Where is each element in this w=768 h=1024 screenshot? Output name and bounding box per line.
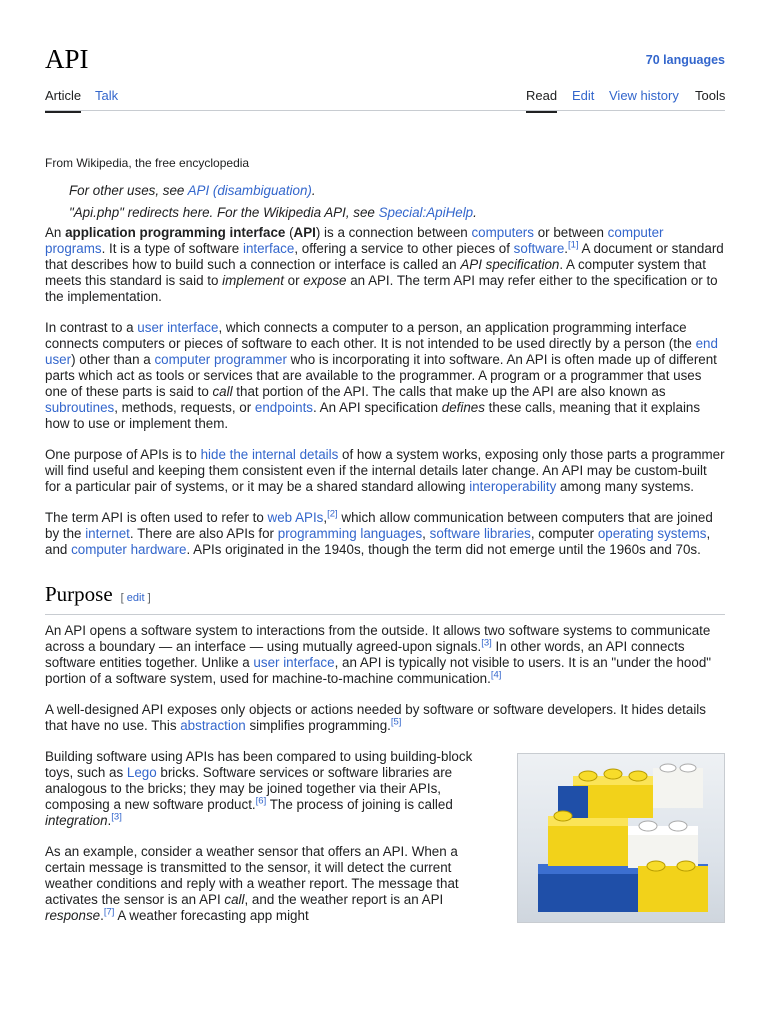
link-computer-programmer[interactable]: computer programmer	[154, 352, 287, 367]
purpose-paragraph-1: An API opens a software system to interactions from the outside. It allows two software systems to communicate across a boundary — an interface — using mutually agreed-upon signals.[3] In other words, an API connects software entities together. Unlike a user interface, an API is typically not visible to users. It is an "under the hood" portion of a software system, used for machine-to-machine communication.[4]	[45, 623, 712, 686]
apihelp-link[interactable]: Special:ApiHelp	[378, 205, 474, 220]
edit-purpose-link[interactable]: edit	[126, 592, 145, 604]
link-programming-languages[interactable]: programming languages	[277, 526, 423, 541]
link-web-apis[interactable]: web APIs	[267, 510, 324, 525]
link-software[interactable]: software	[513, 241, 565, 256]
intro-paragraph-4: The term API is often used to refer to web APIs,[2] which allow communication between computers that are joined by the internet. There are also APIs for programming languages, software libraries, computer operating systems, and computer hardware. APIs originated in the 1940s, though the term did not emerge until the 1960s and 70s.	[45, 508, 713, 557]
link-software-libraries[interactable]: software libraries	[429, 526, 531, 541]
citation-3b[interactable]: [3]	[111, 811, 122, 823]
purpose-paragraph-2: A well-designed API exposes only objects or actions needed by software or software developers. It hides details that have no use. This abstraction simplifies programming.[5]	[45, 702, 706, 733]
intro-paragraph-3: One purpose of APIs is to hide the internal details of how a system works, exposing only those parts a programmer will find useful and keeping them consistent even if the internal details later change. An API may be custom-built for a particular pair of systems, or it may be a shared standard allowing interoperability among many systems.	[45, 447, 725, 494]
citation-4[interactable]: [4]	[490, 669, 502, 681]
link-internet[interactable]: internet	[85, 526, 130, 541]
hatnote-redirect: "Api.php" redirects here. For the Wikipedia API, see Special:ApiHelp.	[69, 205, 477, 220]
link-computers[interactable]: computers	[471, 225, 534, 240]
link-hide-internal-details[interactable]: hide the internal details	[200, 447, 339, 462]
link-lego[interactable]: Lego	[126, 765, 157, 780]
tab-edit[interactable]: Edit	[572, 88, 595, 103]
tab-article[interactable]: Article	[45, 88, 81, 113]
link-end-user[interactable]: end user	[45, 336, 718, 367]
intro-paragraph-2: In contrast to a user interface, which connects a computer to a person, an application programming interface connects computers or pieces of software to each other. It is not intended to be used directly by a person (the end user) other than a computer programmer who is incorporating it into software. An API is often made up of different parts which act as tools or services that are available to the programmer. A program or a programmer that uses one of these parts is said to call that portion of the API. The calls that make up the API are also known as subroutines, methods, requests, or endpoints. An API specification defines these calls, meaning that it explains how to use or implement them.	[45, 320, 718, 431]
citation-5[interactable]: [5]	[390, 716, 402, 728]
link-subroutines[interactable]: subroutines	[45, 400, 115, 415]
link-abstraction[interactable]: abstraction	[180, 718, 246, 733]
link-interface[interactable]: interface	[242, 241, 295, 256]
citation-1[interactable]: [1]	[568, 239, 579, 251]
link-interoperability[interactable]: interoperability	[469, 479, 557, 494]
citation-6[interactable]: [6]	[255, 795, 267, 807]
link-user-interface[interactable]: user interface	[137, 320, 219, 335]
section-heading-purpose: Purpose [ edit ]	[45, 580, 725, 615]
lego-bricks-image[interactable]	[517, 753, 725, 923]
purpose-paragraph-3: Building software using APIs has been compared to using building-block toys, such as Lego bricks. Software services or software libraries are analogous to the bricks; they may be joined together via their APIs, composing a new software product.[6] The process of joining is called integration.[3]	[45, 749, 473, 828]
tagline: From Wikipedia, the free encyclopedia	[45, 156, 250, 170]
link-operating-systems[interactable]: operating systems	[597, 526, 707, 541]
section-edit-link: [ edit ]	[120, 592, 151, 604]
tab-read[interactable]: Read	[526, 88, 557, 113]
citation-2[interactable]: [2]	[327, 508, 338, 520]
link-user-interface-2[interactable]: user interface	[253, 655, 335, 670]
citation-7[interactable]: [7]	[103, 906, 115, 918]
hatnote-disambiguation: For other uses, see API (disambiguation).	[69, 183, 316, 198]
tab-view-history[interactable]: View history	[609, 88, 679, 103]
article-content	[45, 155, 725, 939]
link-computer-programs[interactable]: computer programs	[45, 225, 664, 256]
tools-menu[interactable]: Tools	[695, 88, 726, 103]
tab-talk[interactable]: Talk	[95, 88, 119, 103]
intro-paragraph-1: An application programming interface (API) is a connection between computers or between computer programs. It is a type of software interface, offering a service to other pieces of software.[1] A document or standard that describes how to build such a connection or interface is called an API specification. A computer system that meets this standard is said to implement or expose an API. The term API may refer either to the specification or to the implementation.	[45, 225, 724, 304]
link-endpoints[interactable]: endpoints	[254, 400, 313, 415]
page-title: API	[45, 44, 89, 74]
disambiguation-link[interactable]: API (disambiguation)	[187, 183, 312, 198]
purpose-paragraph-4: As an example, consider a weather sensor that offers an API. When a certain message is transmitted to the sensor, it will detect the current weather conditions and reply with a weather report. The message that activates the sensor is an API call, and the weather report is an API response.[7] A weather forecasting app might	[45, 844, 459, 923]
link-computer-hardware[interactable]: computer hardware	[71, 542, 187, 557]
page-tabs	[45, 86, 725, 111]
lego-bricks-illustration	[518, 754, 724, 922]
languages-button[interactable]: 70 languages	[645, 53, 725, 67]
citation-3[interactable]: [3]	[481, 637, 492, 649]
